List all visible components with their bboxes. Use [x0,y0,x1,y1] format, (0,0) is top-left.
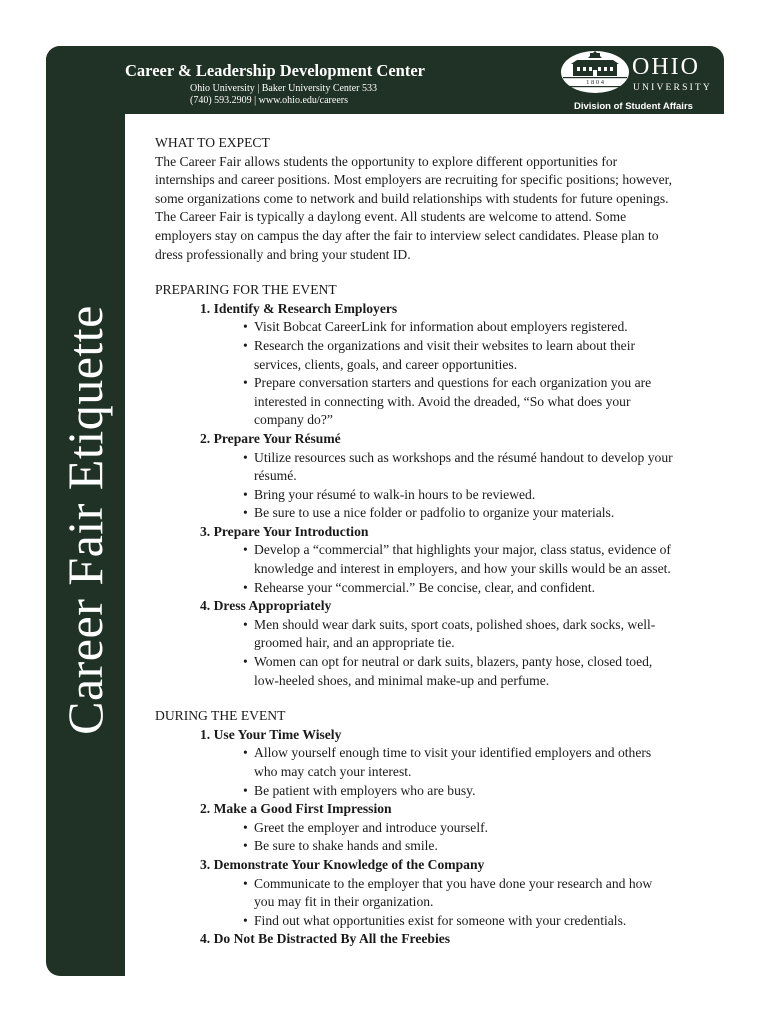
spacer [155,264,730,281]
list-item-title: 4. Dress Appropriately [200,598,332,614]
bullet-line: services, clients, goals, and career opportunities. [254,356,518,372]
bullet-item [155,616,730,653]
bullet-line: Research the organizations and visit their websites to learn about their [254,337,636,353]
bullet-item [155,875,730,912]
list-item-title: 3. Prepare Your Introduction [200,523,369,539]
bullet-item [155,318,730,337]
bullet-item [155,541,730,578]
logo-university-word: UNIVERSITY [633,83,712,93]
bullet-line: Be sure to shake hands and smile. [254,838,438,854]
section-heading-what-to-expect: WHAT TO EXPECT [155,135,270,150]
bullet-line: Rehearse your “commercial.” Be concise, clear, and confident. [254,579,596,595]
bullet-line: Greet the employer and introduce yourself. [254,819,489,835]
bullet-item [155,449,730,486]
bullet-item [155,819,730,838]
bullet-item [155,744,730,781]
bullet-line: Be sure to use a nice folder or padfolio to organize your materials. [254,505,615,521]
bullet-line: Prepare conversation starters and questions for each organization you are [254,375,652,391]
body-line: some organizations come to network and build relationships with students for future openings. [155,190,669,206]
section-heading-during: DURING THE EVENT [155,708,286,724]
body-line: employers stay on campus the day after the fair to interview select candidates. Please plan to [155,227,659,243]
bullet-line: Utilize resources such as workshops and the résumé handout to develop your [254,449,673,465]
bullet-item [155,653,730,690]
bullet-item [155,504,730,523]
center-address: Ohio University | Baker University Center 533 [190,83,377,94]
bullet-line: Be patient with employers who are busy. [254,782,476,798]
body-line: The Career Fair is typically a daylong event. All students are welcome to attend. Some [155,209,627,225]
bullet-line: Women can opt for neutral or dark suits, blazers, panty hose, closed toed, [254,654,653,670]
bullet-item [155,337,730,374]
bullet-line: groomed hair, and an appropriate tie. [254,635,455,651]
bullet-line: résumé. [254,468,297,484]
list-item-title: 4. Do Not Be Distracted By All the Freebies [200,931,451,947]
list-item-title: 2. Prepare Your Résumé [200,430,341,446]
bullet-line: who may catch your interest. [254,764,412,779]
bullet-line: you may fit in their organization. [254,894,434,910]
preparing-list [155,300,730,690]
bullet-item [155,486,730,505]
logo-year: 1 8 0 4 [586,79,604,86]
bullet-line: low-heeled shoes, and minimal make-up and perfume. [254,672,550,688]
logo-ohio-word: OHIO [632,54,700,80]
bullet-line: Find out what opportunities exist for someone with your credentials. [254,912,627,928]
bullet-line: Allow yourself enough time to visit your identified employers and others [254,745,652,761]
bullet-line: Bring your résumé to walk-in hours to be reviewed. [254,486,536,502]
bullet-line: Develop a “commercial” that highlights your major, class status, evidence of [254,542,671,558]
list-item-title: 1. Identify & Research Employers [200,300,398,316]
body-line: internships and career positions. Most employers are recruiting for specific positions; however, [155,172,673,188]
main-content [155,134,730,949]
bullet-line: Communicate to the employer that you have done your research and how [254,875,653,891]
bullet-line: interested in connecting with. Avoid the dreaded, “So what does your [254,393,631,409]
bullet-line: Visit Bobcat CareerLink for information about employers registered. [254,319,628,335]
list-item-title: 3. Demonstrate Your Knowledge of the Company [200,856,485,872]
bullet-item [155,782,730,801]
bullet-item [155,374,730,430]
bullet-item [155,837,730,856]
bullet-line: knowledge and interest in employers, and how your skills would be an asset. [254,561,671,577]
body-line: The Career Fair allows students the opportunity to explore different opportunities for [155,153,618,169]
body-line: dress professionally and bring your student ID. [155,246,411,262]
bullet-line: company do?” [254,412,333,428]
document-title: Career Fair Etiquette [57,305,113,735]
center-contact: (740) 593.2909 | www.ohio.edu/careers [190,95,348,106]
during-list [155,726,730,949]
list-item-title: 2. Make a Good First Impression [200,801,392,817]
bullet-line: Men should wear dark suits, sport coats, polished shoes, dark socks, well- [254,616,656,632]
section-heading-preparing: PREPARING FOR THE EVENT [155,282,337,298]
center-name: Career & Leadership Development Center [125,61,425,80]
list-item-title: 1. Use Your Time Wisely [200,726,342,742]
division-label: Division of Student Affairs [574,101,693,112]
bullet-item [155,579,730,598]
spacer [155,690,730,707]
what-to-expect-body [155,153,730,265]
bullet-item [155,912,730,931]
